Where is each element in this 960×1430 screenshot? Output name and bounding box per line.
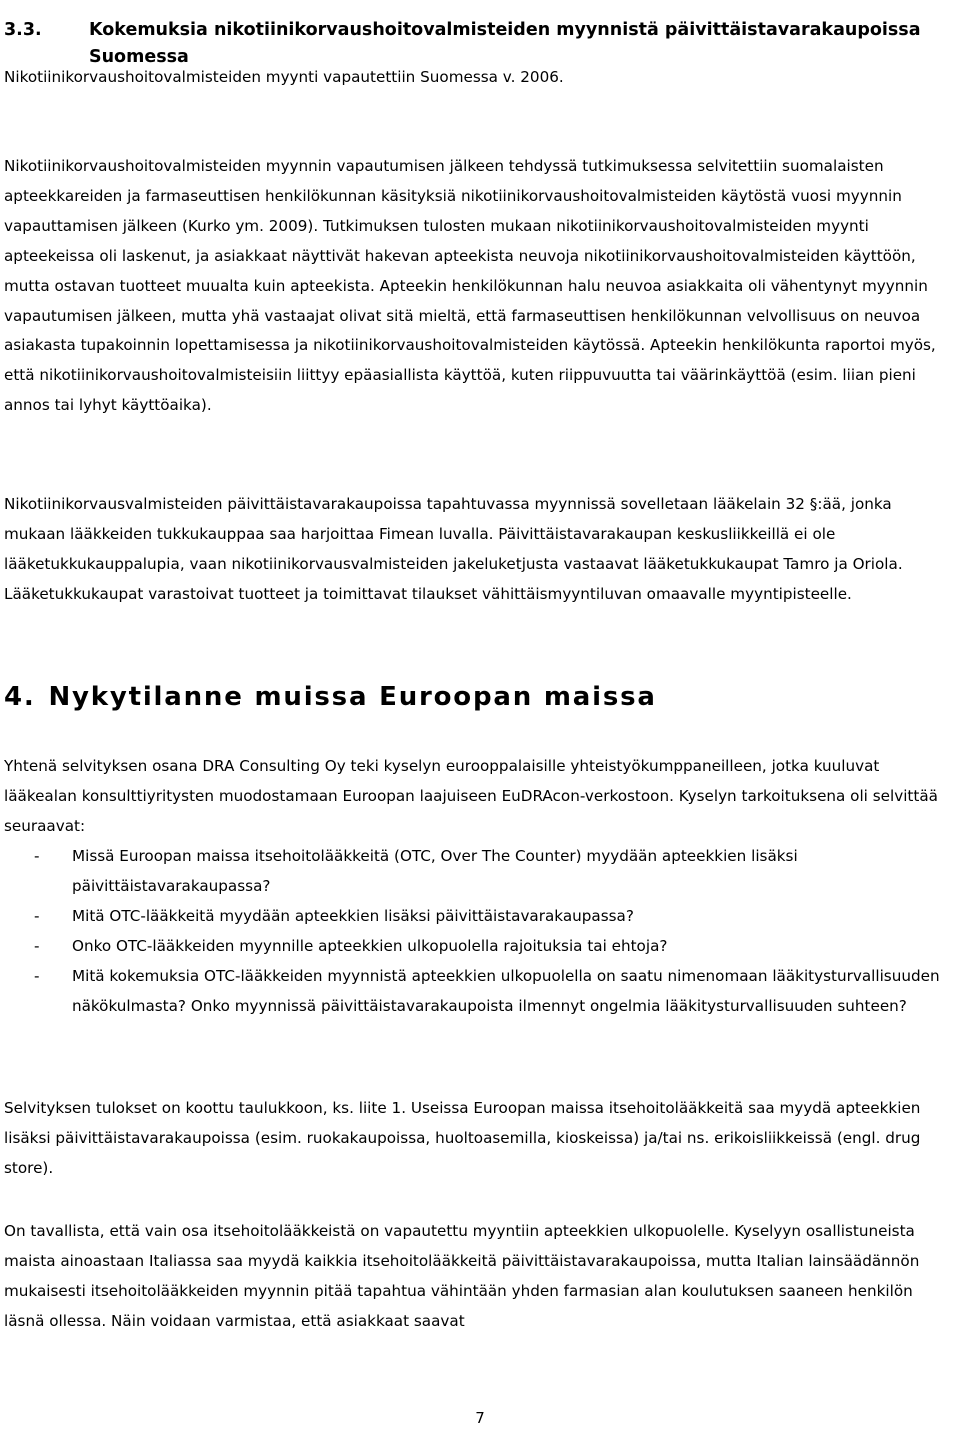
paragraph-medicines-act: Nikotiinikorvausvalmisteiden päivittäistavarakaupoissa tapahtuvassa myynnissä sovelletaan lääkelain 32 §:ää, jonka mukaan lääkkeiden tukkukauppaa saa harjoittaa Fimean luvalla. Päivittäistavarakaupan keskusliikkeillä ei ole lääketukkukauppalupia, vaan nikotiinikorvausvalmisteiden jakeluketjusta vastaavat lääketukkukaupat Tamro ja Oriola. Lääketukkukaupat varastoivat tuotteet ja toimittavat tilaukset vähittäismyyntiluvan omaavalle myyntipisteelle. xyxy=(4,495,903,603)
paragraph-sale-liberated: Nikotiinikorvaushoitovalmisteiden myynti vapautettiin Suomessa v. 2006. xyxy=(4,68,564,86)
list-dash: - xyxy=(34,936,40,955)
list-dash: - xyxy=(34,847,40,865)
section-heading-4 xyxy=(4,679,657,715)
question-text: Missä Euroopan maissa itsehoitolääkkeitä (OTC, Over The Counter) myydään apteekkien lisäksi päivittäistavarakaupassa? xyxy=(72,847,798,895)
page-number: 7 xyxy=(475,1409,485,1427)
list-item xyxy=(4,932,956,962)
survey-questions-list xyxy=(4,842,956,1021)
section-number: 3.3. xyxy=(4,19,42,40)
paragraph-italy-example: On tavallista, että vain osa itsehoitolääkkeistä on vapautettu myyntiin apteekkien ulkopuolelle. Kyselyyn osallistuneista maista ainoastaan Italiassa saa myydä kaikkia itsehoitolääkkeitä päivittäistavarakaupoissa, mutta Italian lainsäädännön mukaisesti itsehoitolääkkeiden myynnin pitää tapahtua vähintään yhden farmasian alan koulutuksen saaneen henkilön läsnä ollessa. Näin voidaan varmistaa, että asiakkaat saavat xyxy=(4,1222,920,1330)
list-dash: - xyxy=(34,906,40,925)
paragraph-results-summary: Selvityksen tulokset on koottu taulukkoon, ks. liite 1. Useissa Euroopan maissa itsehoitolääkkeitä saa myydä apteekkien lisäksi päivittäistavarakaupoissa (esim. ruokakaupoissa, huoltoasemilla, kioskeissa) ja/tai ns. erikoisliikkeissä (engl. drug store). xyxy=(4,1099,921,1177)
section-number: 4. xyxy=(4,682,36,712)
list-item xyxy=(4,902,956,932)
list-item xyxy=(4,842,956,902)
list-dash: - xyxy=(34,966,40,985)
list-item xyxy=(4,962,956,1022)
question-text: Mitä OTC-lääkkeitä myydään apteekkien lisäksi päivittäistavarakaupassa? xyxy=(72,906,634,925)
paragraph-pharmacist-survey: Nikotiinikorvaushoitovalmisteiden myynnin vapautumisen jälkeen tehdyssä tutkimuksessa selvitettiin suomalaisten apteekkareiden ja farmaseuttisen henkilökunnan käsityksiä nikotiinikorvaushoitovalmisteiden käytöstä vuosi myynnin vapauttamisen jälkeen (Kurko ym. 2009). Tutkimuksen tulosten mukaan nikotiinikorvaushoitovalmisteiden myynti apteekeissa oli laskenut, ja asiakkaat näyttivät hakevan apteekista neuvoja nikotiinikorvaushoitovalmisteiden käyttöön, mutta ostavan tuotteet muualta kuin apteekista. Apteekin henkilökunnan halu neuvoa asiakkaita oli vähentynyt myynnin vapautumisen jälkeen, mutta yhä vastaajat olivat sitä mieltä, että farmaseuttisen henkilökunnan velvollisuus on neuvoa asiakasta tupakoinnin lopettamisessa ja nikotiinikorvaushoitovalmisteiden käytössä. Apteekin henkilökunta raportoi myös, että nikotiinikorvaushoitovalmisteisiin liittyy epäasiallista käyttöä, kuten riippuvuutta tai väärinkäyttöä (esim. liian pieni annos tai lyhyt käyttöaika). xyxy=(4,157,936,415)
question-text: Mitä kokemuksia OTC-lääkkeiden myynnistä apteekkien ulkopuolella on saatu nimenomaan lääkitysturvallisuuden näkökulmasta? Onko myynnissä päivittäistavarakaupoista ilmennyt ongelmia lääkitysturvallisuuden suhteen? xyxy=(72,966,940,1015)
section-title: Nykytilanne muissa Euroopan maissa xyxy=(48,682,657,712)
section-title: Kokemuksia nikotiinikorvaushoitovalmisteiden myynnistä päivittäistavarakaupoissa Suomessa xyxy=(89,19,921,67)
question-text: Onko OTC-lääkkeiden myynnille apteekkien ulkopuolella rajoituksia tai ehtoja? xyxy=(72,936,668,955)
paragraph-survey-intro: Yhtenä selvityksen osana DRA Consulting Oy teki kyselyn eurooppalaisille yhteistyökumppaneilleen, jotka kuuluvat lääkealan konsulttiyritysten muodostamaan Euroopan laajuiseen EuDRAcon-verkostoon. Kyselyn tarkoituksena oli selvittää seuraavat: xyxy=(4,757,938,835)
